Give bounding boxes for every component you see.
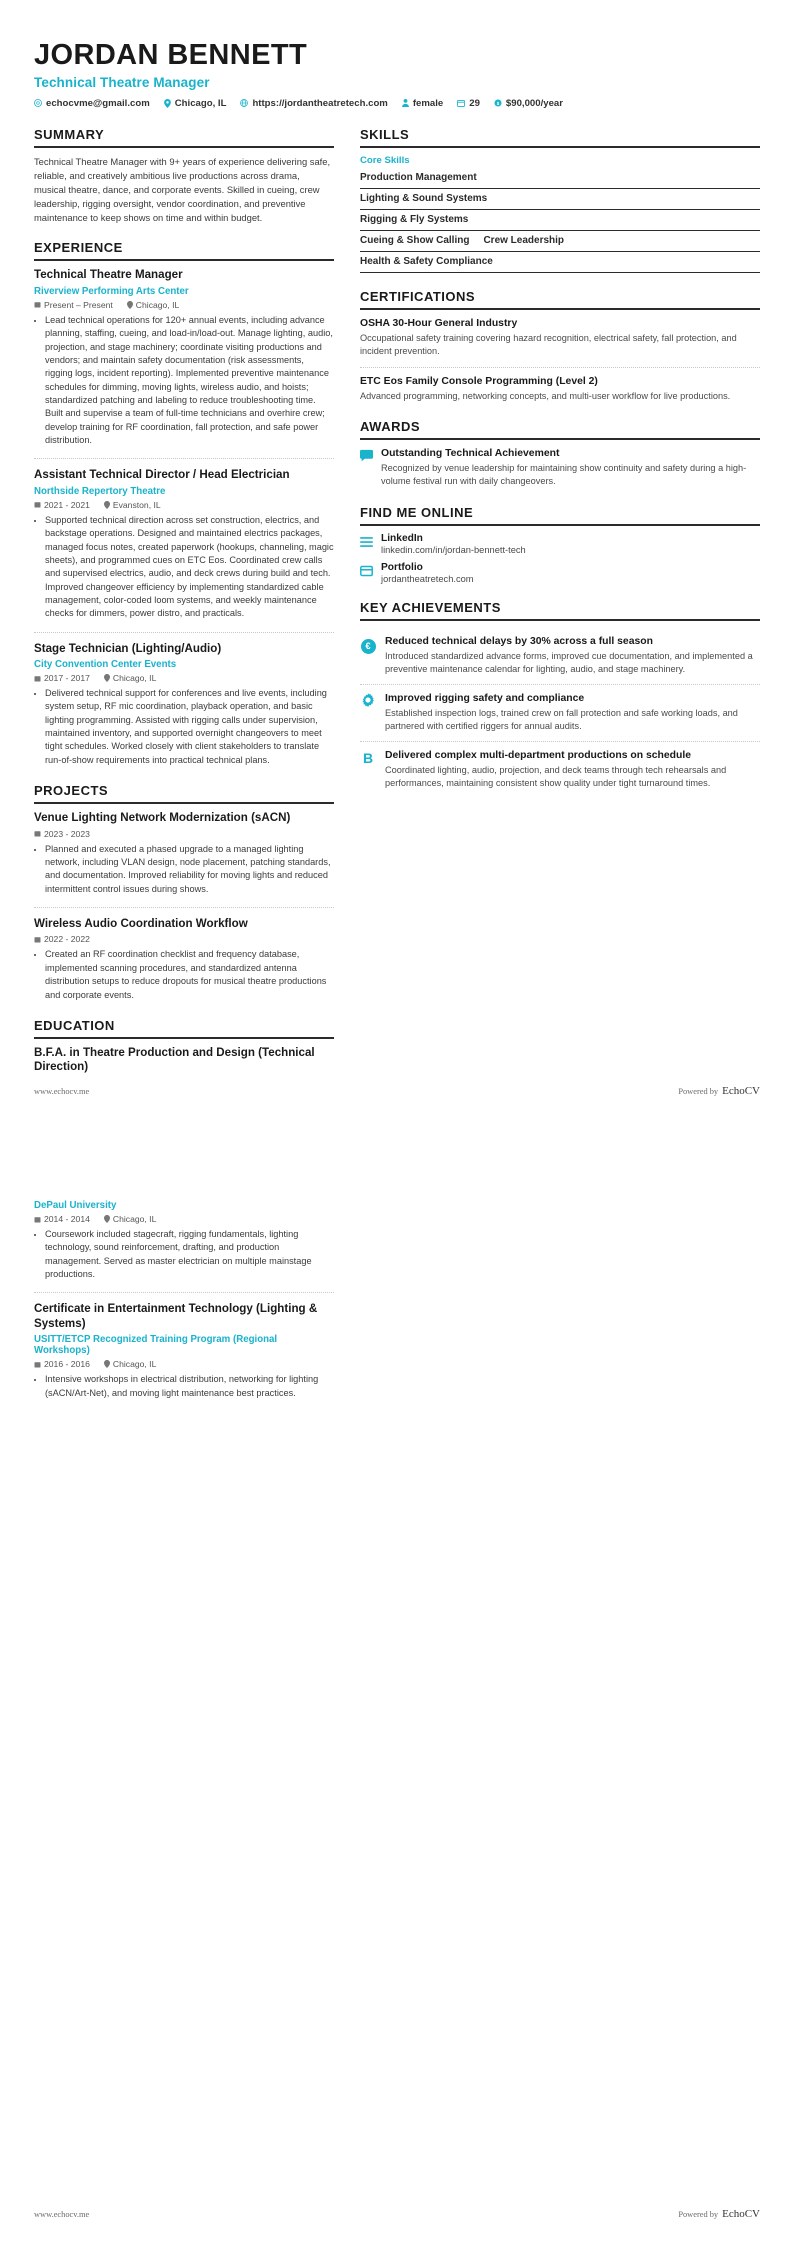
contact-email-text: echocvme@gmail.com [46,97,150,109]
card-icon [360,564,373,582]
experience-location: Chicago, IL [127,300,179,310]
experience-section-title: EXPERIENCE [34,240,334,261]
achievement-item [360,742,760,798]
globe-icon [240,99,248,107]
education-entry [34,1046,334,1075]
online-link-linkedin[interactable] [360,533,760,555]
contact-website-text: https://jordantheatretech.com [252,97,388,109]
education-section-title: EDUCATION [34,1018,334,1039]
left-column-page2 [34,1197,334,1416]
project-title: Venue Lighting Network Modernization (sACN) [34,811,291,825]
achievement-item [360,685,760,741]
projects-section-title: PROJECTS [34,783,334,804]
achievement-desc: Established inspection logs, trained crew on fall protection and safe working loads, and partnered with certified riggers for annual audits. [385,707,738,732]
project-dates: 2022 - 2022 [34,934,90,944]
online-link-url[interactable]: linkedin.com/in/jordan-bennett-tech [381,544,526,555]
experience-entry [34,268,334,447]
summary-section-title: SUMMARY [34,127,334,148]
awards-section-title: AWARDS [360,419,760,440]
contact-location-text: Chicago, IL [174,97,227,109]
right-column [360,127,760,814]
find-me-online-section [360,505,760,584]
achievement-title: Delivered complex multi-department productions on schedule [385,749,692,761]
education-entry [34,1200,334,1281]
skill-item-pair [360,231,760,252]
list-item: • Created an RF coordination checklist and frequency database, implemented scanning procedures, and standardized antenna distribution setups to reduce dropouts for musical theatre productions and corporate events. [45,948,334,1001]
online-link-label: Portfolio [381,561,423,573]
achievement-title: Improved rigging safety and compliance [385,692,585,704]
divider [34,1292,334,1293]
footer-brand: EchoCV [722,2208,760,2220]
contact-salary-text: $90,000/year [505,97,564,109]
menu-lines-icon [360,535,373,553]
online-link-portfolio[interactable] [360,562,760,584]
summary-text: Technical Theatre Manager with 9+ years of experience delivering safe, reliable, and creatively ambitious live productions across drama, musical theatre, dance, and corporate events. Skilled in cueing, crew leadership, rigging oversight, vendor coordination, and preventive maintenance to keep shows on time and within budget. [34,155,331,223]
speech-bubble-icon [360,449,373,467]
skills-section-title: SKILLS [360,127,760,148]
list-item: • Coursework included stagecraft, rigging fundamentals, lighting technology, sound reinforcement, drafting, and production management. Served as master electrician on multiple mainstage productions. [45,1228,334,1281]
skill-item: Lighting & Sound Systems [360,189,760,210]
education-entry [34,1302,334,1400]
svg-text:$: $ [496,101,500,107]
award-desc: Recognized by venue leadership for maintaining show continuity and safety during a high-volume festival run with daily changeovers. [381,462,747,487]
footer-site[interactable]: www.echocv.me [34,2210,90,2219]
education-bullets [45,1228,334,1281]
project-title: Wireless Audio Coordination Workflow [34,916,248,930]
education-dates: 2014 - 2014 [34,1214,90,1224]
certification-item [360,317,760,359]
body-columns-page2 [34,1197,760,1416]
achievement-desc: Coordinated lighting, audio, projection, and deck teams through tech rehearsals and performances, maintaining consistent show quality under tight turnaround times. [385,764,727,789]
experience-org: City Convention Center Events [34,659,177,671]
candidate-name: JORDAN BENNETT [34,39,308,71]
contact-salary [494,98,563,109]
experience-location: Evanston, IL [104,500,161,510]
skills-section [360,127,760,273]
projects-section [34,783,334,1002]
contact-email[interactable] [34,98,150,109]
education-section [34,1018,334,1075]
email-icon [34,99,42,107]
footer-powered-label: Powered by [678,1087,719,1096]
gear-icon [360,693,376,712]
contact-age [457,98,480,109]
certifications-section-title: CERTIFICATIONS [360,289,760,310]
footer-site[interactable]: www.echocv.me [34,1087,90,1096]
key-achievements-section-title: KEY ACHIEVEMENTS [360,600,760,621]
experience-entry [34,642,334,768]
list-item: • Planned and executed a phased upgrade to a managed lighting network, including VLAN design, node placement, patching standards, and documentation. Improved reliability for moving lights and reduced intermittent control issues during shows. [45,843,334,896]
contact-row [34,98,760,109]
experience-role: Assistant Technical Director / Head Electrician [34,468,290,482]
resume-header [34,40,760,109]
certifications-section [360,289,760,403]
certification-item [360,375,760,403]
location-pin-icon [104,501,110,509]
project-dates: 2023 - 2023 [34,829,90,839]
experience-bullets [45,314,334,447]
project-meta [34,829,334,839]
list-item: • Delivered technical support for conferences and live events, including system setup, RF mic coordination, playback operation, and basic lighting programming. Assisted with rigging calls under supervision, maintained inventory, and supported overnight changeovers to meet tight schedules. Worked closely with client stakeholders to translate run-of-show requirements into practical technical plans. [45,687,334,767]
project-bullets [45,843,334,896]
contact-age-text: 29 [469,97,480,109]
education-dates: 2016 - 2016 [34,1359,90,1369]
project-bullets [45,948,334,1001]
certification-name: ETC Eos Family Console Programming (Level 2) [360,375,598,387]
candidate-role: Technical Theatre Manager [34,74,210,90]
skill-item: Health & Safety Compliance [360,252,760,273]
contact-gender [402,98,443,109]
calendar-icon [34,501,41,508]
experience-org: Riverview Performing Arts Center [34,285,189,297]
education-meta [34,1214,334,1224]
education-school: USITT/ETCP Recognized Training Program (Regional Workshops) [34,1334,278,1357]
page-footer [34,2208,760,2220]
divider [34,458,334,459]
footer-powered-by [678,2208,760,2220]
divider [34,632,334,633]
calendar-icon [34,1361,41,1368]
experience-org: Northside Repertory Theatre [34,485,166,497]
calendar-icon [457,99,465,107]
contact-website[interactable] [240,98,387,109]
project-meta [34,934,334,944]
body-columns [34,127,760,1091]
experience-meta [34,300,334,310]
footer-brand: EchoCV [722,1085,760,1097]
experience-dates: 2021 - 2021 [34,500,90,510]
certification-name: OSHA 30-Hour General Industry [360,317,518,329]
location-pin-icon [104,674,110,682]
certification-desc: Occupational safety training covering hazard recognition, electrical safety, fall protection, and incident prevention. [360,332,737,357]
location-pin-icon [104,1215,110,1223]
online-link-url[interactable]: jordantheatretech.com [381,573,474,584]
achievement-desc: Introduced standardized advance forms, improved cue documentation, and implemented a preventive maintenance calendar for lighting, audio, and stage machinery. [385,650,753,675]
key-achievements-section [360,600,760,798]
achievement-item [360,628,760,684]
calendar-icon [34,301,41,308]
list-item: • Lead technical operations for 120+ annual events, including advance planning, staffing, cueing, and load-in/load-out. Manage lighting, audio, projection, and stage machinery; coordinate visiting productions and vendors; and maintain safety documentation (risk assessments, rigging logs, incident reporting). Implemented preventive maintenance schedules for dimming, moving lights, wireless audio, and hoists; standardized patching and labeling to reduce troubleshooting time. Built and supervise a team of full-time technicians and overhire crew; develop training for RF coordination, fall protection, and safe power distribution. [45,314,334,447]
education-degree: Certificate in Entertainment Technology (Lighting & Systems) [34,1302,318,1330]
euro-badge-glyph: € [361,639,376,654]
experience-meta [34,673,334,683]
contact-gender-text: female [412,97,444,109]
calendar-icon [34,675,41,682]
experience-bullets [45,514,334,621]
location-pin-icon [104,1360,110,1368]
education-degree: B.F.A. in Theatre Production and Design (Technical Direction) [34,1045,315,1074]
experience-dates: Present – Present [34,300,113,310]
letter-b-icon [360,750,376,768]
divider [360,367,760,368]
calendar-icon [34,830,41,837]
list-item: • Intensive workshops in electrical distribution, networking for lighting (sACN/Art-Net), and moving light maintenance best practices. [45,1373,334,1400]
experience-location: Chicago, IL [104,673,156,683]
education-section-continued [34,1200,334,1400]
skill-item: Cueing & Show Calling [360,234,470,246]
achievement-title: Reduced technical delays by 30% across a full season [385,635,653,647]
contact-location [164,98,227,109]
location-pin-icon [127,301,133,309]
footer-powered-label: Powered by [678,2210,719,2219]
person-icon [402,99,409,107]
calendar-icon [34,1216,41,1223]
divider [34,907,334,908]
education-bullets [45,1373,334,1400]
resume-page-2 [0,1123,794,2246]
left-column [34,127,334,1091]
experience-role: Stage Technician (Lighting/Audio) [34,641,222,655]
project-entry [34,811,334,896]
online-link-label: LinkedIn [381,532,423,544]
project-entry [34,917,334,1002]
experience-entry [34,468,334,620]
award-item [360,447,760,489]
location-pin-icon [164,99,171,108]
experience-section [34,240,334,767]
skill-item: Rigging & Fly Systems [360,210,760,231]
letter-b-glyph: B [362,749,374,766]
experience-role: Technical Theatre Manager [34,268,183,282]
education-school: DePaul University [34,1200,117,1211]
page-footer [34,1085,760,1097]
skills-group-label: Core Skills [360,154,410,166]
euro-badge-icon [360,636,376,654]
experience-dates: 2017 - 2017 [34,673,90,683]
skill-item: Crew Leadership [483,234,565,246]
find-me-online-section-title: FIND ME ONLINE [360,505,760,526]
certification-desc: Advanced programming, networking concepts, and multi-user workflow for live productions. [360,390,731,401]
summary-section [34,127,334,225]
money-icon [494,99,502,107]
award-name: Outstanding Technical Achievement [381,447,560,459]
list-item: • Supported technical direction across set construction, electrics, and backstage operations. Designed and maintained electrics packages, managed focus notes, created paperwork (hookups, channeling, magic sheets), and programmed cues on ETC Eos. Coordinated crew calls and supervised electrics, audio, and deck crews during build and tech. Improved changeover efficiency by implementing standardized cable management, color-coded loom systems, and weekly maintenance checks for dimmers, power distro, and practicals. [45,514,334,621]
experience-bullets [45,687,334,767]
awards-section [360,419,760,489]
experience-meta [34,500,334,510]
skill-item: Production Management [360,168,760,189]
education-location: Chicago, IL [104,1359,156,1369]
footer-powered-by [678,1085,760,1097]
education-location: Chicago, IL [104,1214,156,1224]
calendar-icon [34,936,41,943]
education-meta [34,1359,334,1369]
